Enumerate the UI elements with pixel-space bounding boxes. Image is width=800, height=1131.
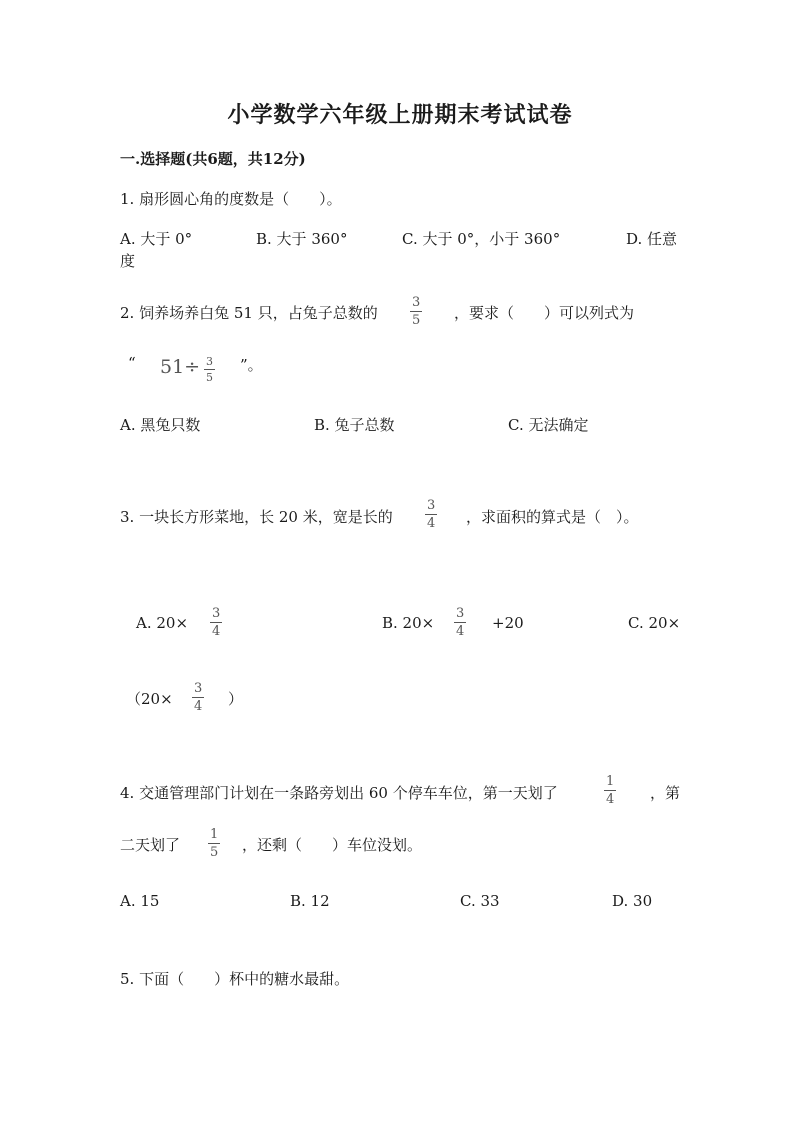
q3-b-numerator: 3: [456, 606, 465, 621]
q2-fraction-denominator: 5: [412, 313, 421, 328]
q3-option-a[interactable]: A. 20×: [136, 614, 189, 632]
question-5-stem: 5. 下面（ ）杯中的糖水最甜。: [120, 970, 350, 988]
q4-frac1-numerator: 1: [606, 774, 615, 789]
q4-option-c[interactable]: C. 33: [460, 892, 500, 910]
question-2-stem-cont: ，要求（ ）可以列式为: [454, 304, 635, 322]
q2-expression: 51÷: [160, 356, 201, 378]
q2-quote-close: ”。: [240, 356, 263, 374]
question-3-stem: 3. 一块长方形菜地，长 20 米，宽是长的: [120, 508, 393, 526]
q2-fraction: [410, 296, 422, 327]
question-4-line-2: 二天划了: [120, 836, 181, 854]
question-4-stem-end: ，第: [650, 784, 681, 802]
q4-fraction-2: [208, 828, 220, 859]
q4-frac2-denominator: 5: [210, 845, 219, 860]
question-4-line-2-end: ，还剩（ ）车位没划。: [242, 836, 423, 854]
question-4-stem: 4. 交通管理部门计划在一条路旁划出 60 个停车车位，第一天划了: [120, 784, 558, 802]
q2-option-a[interactable]: A. 黑兔只数: [120, 416, 201, 434]
question-2-stem: 2. 饲养场养白兔 51 只，占兔子总数的: [120, 304, 378, 322]
q4-fraction-1: [604, 775, 616, 806]
q3-option-c-continued: （20×: [126, 690, 173, 708]
q2-quote-open: “: [128, 354, 136, 372]
q3-b-denominator: 4: [456, 624, 465, 639]
q3-option-b-suffix: +20: [492, 614, 524, 632]
section-heading: 一.选择题(共6题，共12分): [120, 150, 306, 168]
q4-frac1-denominator: 4: [606, 792, 615, 807]
q2-expression-denominator: 5: [206, 371, 213, 384]
q3-fraction-denominator: 4: [427, 516, 436, 531]
q3-a-numerator: 3: [212, 606, 221, 621]
q4-option-a[interactable]: A. 15: [120, 892, 160, 910]
q3-option-c-close: ）: [228, 690, 244, 708]
q3-c-denominator: 4: [194, 699, 203, 714]
q1-option-d[interactable]: D. 任意: [626, 230, 678, 248]
q1-option-c[interactable]: C. 大于 0°，小于 360°: [402, 230, 561, 248]
q2-expression-numerator: 3: [206, 355, 213, 368]
q4-frac2-numerator: 1: [210, 827, 219, 842]
q3-fraction: [425, 499, 437, 530]
q4-option-d[interactable]: D. 30: [612, 892, 653, 910]
q2-fraction-numerator: 3: [412, 295, 421, 310]
page-title: 小学数学六年级上册期末考试试卷: [227, 102, 573, 128]
q2-expression-fraction: [204, 356, 215, 383]
q1-option-b[interactable]: B. 大于 360°: [256, 230, 348, 248]
q3-option-c[interactable]: C. 20×: [628, 614, 681, 632]
q2-option-b[interactable]: B. 兔子总数: [314, 416, 395, 434]
q3-option-b[interactable]: B. 20×: [382, 614, 435, 632]
q3-fraction-numerator: 3: [427, 498, 436, 513]
q3-option-b-fraction: [454, 607, 466, 638]
q2-option-c[interactable]: C. 无法确定: [508, 416, 589, 434]
q3-a-denominator: 4: [212, 624, 221, 639]
q3-option-c-fraction: [192, 682, 204, 713]
q4-option-b[interactable]: B. 12: [290, 892, 330, 910]
q3-option-a-fraction: [210, 607, 222, 638]
question-1-stem: 1. 扇形圆心角的度数是（ ）。: [120, 190, 342, 208]
q1-option-d-continued: 度: [120, 252, 136, 270]
q3-c-numerator: 3: [194, 681, 203, 696]
q1-option-a[interactable]: A. 大于 0°: [120, 230, 193, 248]
question-3-stem-cont: ，求面积的算式是（ ）。: [466, 508, 639, 526]
